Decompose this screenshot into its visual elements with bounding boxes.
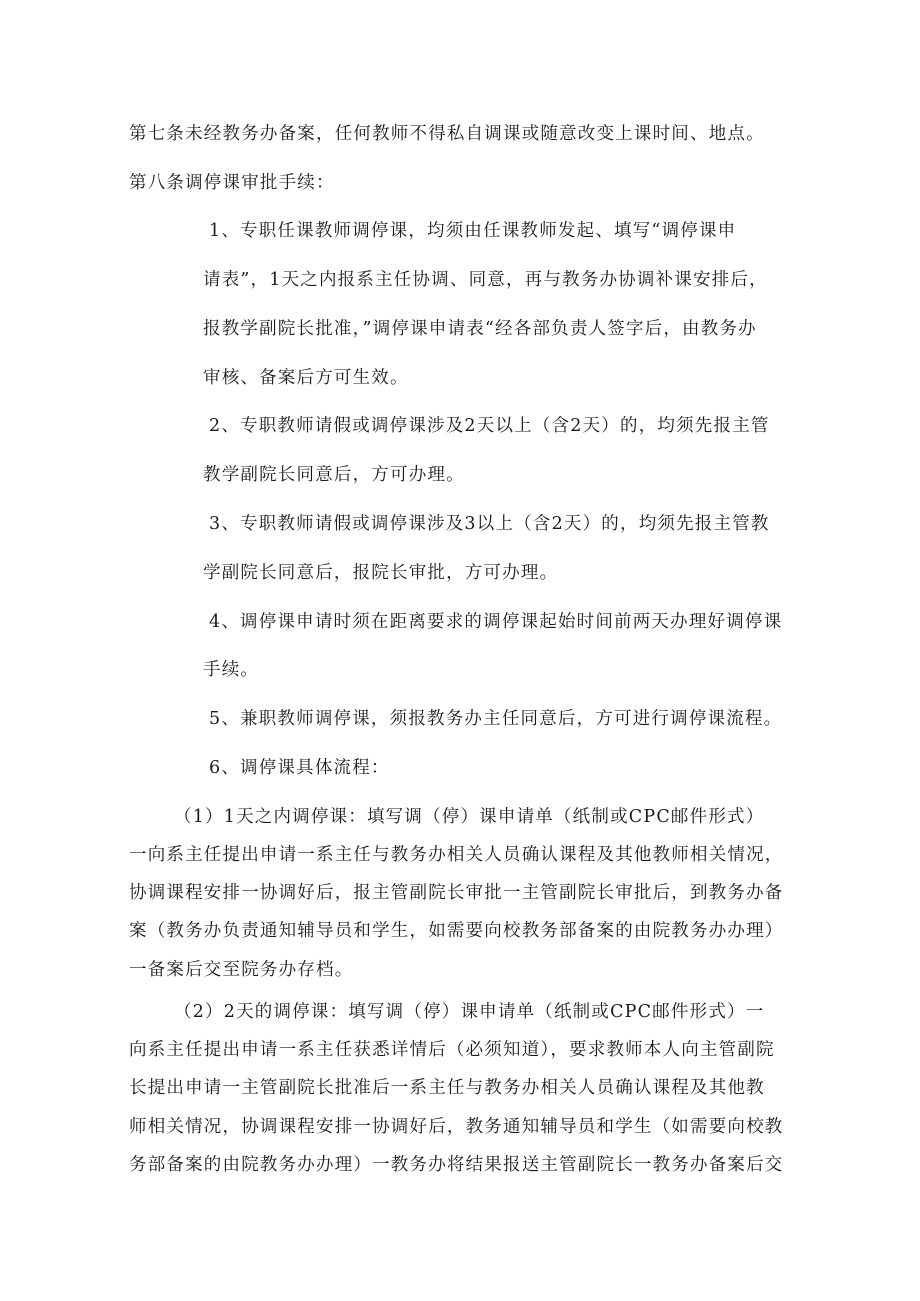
item-1-line-2: 请表”，1天之内报系主任协调、同意，再与教务办协调补课安排后， [203,270,768,290]
flow-2-line-5: 务部备案的由院教务办办理）一教务办将结果报送主管副院长一教务办备案后交 [129,1155,784,1175]
flow-2-line-2: 向系主任提出申请一系主任获悉详情后（必须知道），要求教师本人向主管副院 [129,1040,775,1060]
item-3-line-2: 学副院长同意后，报院长审批，方可办理。 [203,563,559,583]
item-4-line-2: 手续。 [203,660,260,680]
article-7-text: 第七条未经教务办备案，任何教师不得私自调课或随意改变上课时间、地点。 [129,124,765,144]
item-1-line-4: 审核、备案后方可生效。 [203,368,409,388]
flow-1-line-4: 案（教务办负责通知辅导员和学生，如需要向校教务部备案的由院教务办办理） [129,921,784,941]
item-4-line-1: 4、调停课申请时须在距离要求的调停课起始时间前两天办理好调停课 [209,612,783,632]
item-1-line-3: 报教学副院长批准，”调停课申请表“经各部负责人签字后，由教务办 [203,319,757,339]
flow-1-line-1: （1）1天之内调停课：填写调（停）课申请单（纸制或CPC邮件形式） [174,807,765,827]
item-3-line-1: 3、专职教师请假或调停课涉及3以上（含2天）的，均须先报主管教 [209,514,770,534]
flow-1-line-3: 协调课程安排一协调好后，报主管副院长审批一主管副院长审批后，到教务办备 [129,883,784,903]
flow-2-line-1: （2）2天的调停课：填写调（停）课申请单（纸制或CPC邮件形式）一 [174,1002,765,1022]
article-8-heading: 第八条调停课审批手续： [129,173,335,193]
flow-2-line-4: 师相关情况，协调课程安排一协调好后，教务通知辅导员和学生（如需要向校教 [129,1117,784,1137]
item-6-text: 6、调停课具体流程： [209,758,390,778]
flow-2-line-3: 长提出申请一主管副院长批准后一系主任与教务办相关人员确认课程及其他教 [129,1078,765,1098]
item-2-line-1: 2、专职教师请假或调停课涉及2天以上（含2天）的，均须先报主管 [209,416,770,436]
item-2-line-2: 教学副院长同意后，方可办理。 [203,465,465,485]
flow-1-line-5: 一备案后交至院务办存档。 [129,960,354,980]
item-5-text: 5、兼职教师调停课，须报教务办主任同意后，方可进行调停课流程。 [209,709,783,729]
item-1-line-1: 1、专职任课教师调停课，均须由任课教师发起、填写“调停课申 [209,221,737,241]
flow-1-line-2: 一向系主任提出申请一系主任与教务办相关人员确认课程及其他教师相关情况， [129,845,784,865]
